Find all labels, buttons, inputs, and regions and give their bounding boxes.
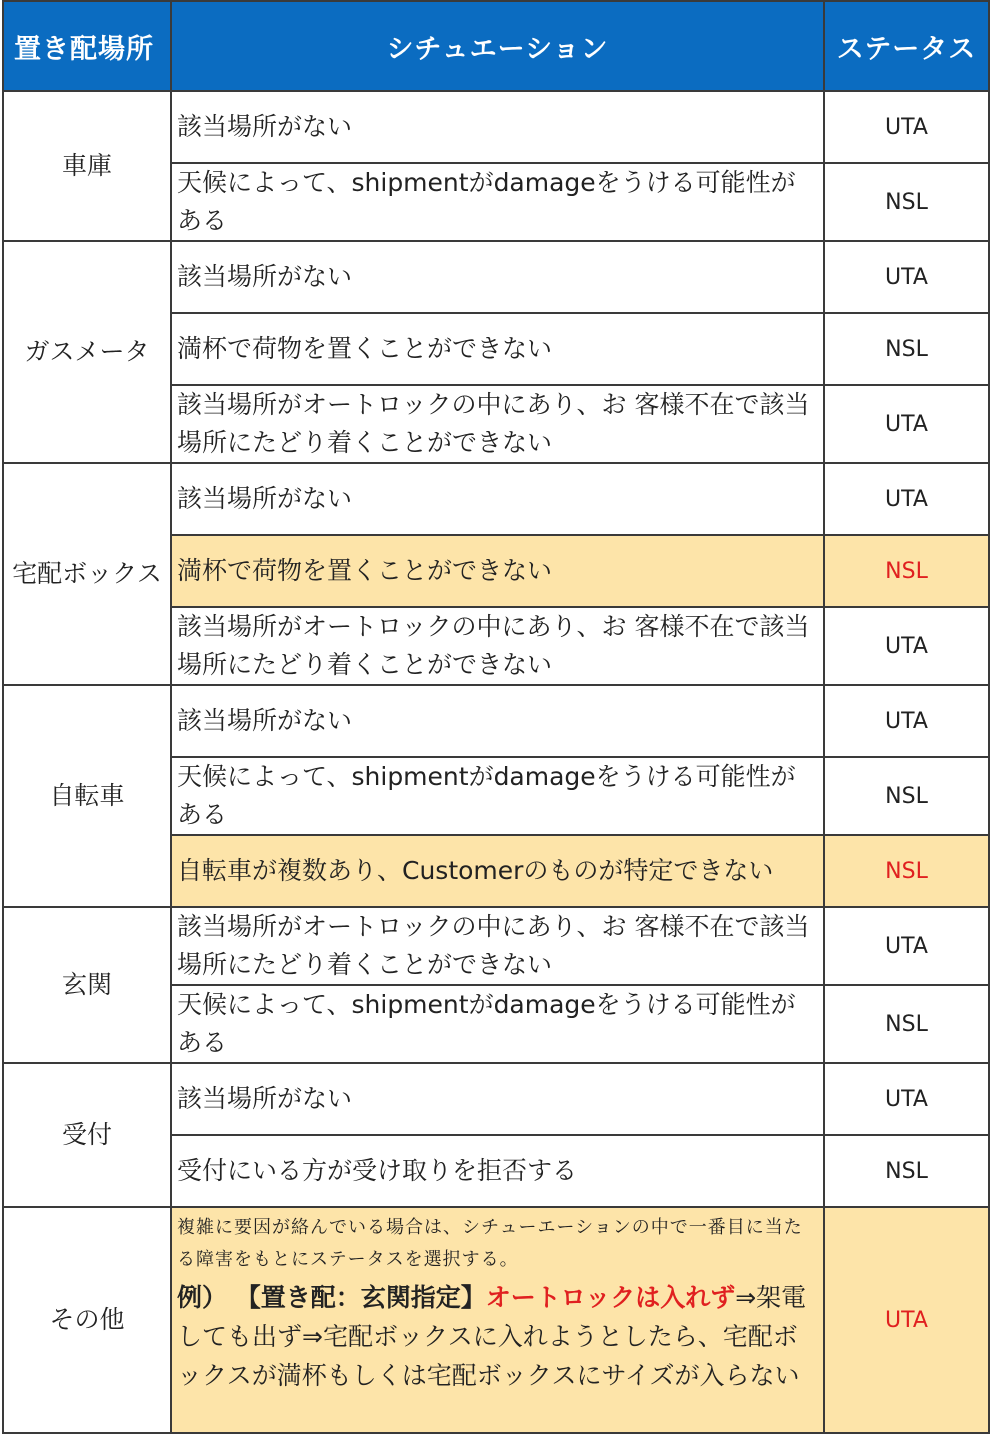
situation-cell: 天候によって、shipmentがdamageをうける可能性がある (171, 757, 824, 835)
example-red-text: オートロックは入れず (485, 1283, 736, 1312)
status-cell: NSL (824, 985, 989, 1063)
situation-cell: 該当場所がない (171, 91, 824, 163)
place-cell-reception: 受付 (3, 1063, 171, 1207)
situation-cell: 該当場所がない (171, 241, 824, 313)
other-example (177, 1278, 817, 1395)
situation-cell: 天候によって、shipmentがdamageをうける可能性がある (171, 985, 824, 1063)
situation-column-header: シチュエーション (171, 1, 824, 91)
table-row (3, 463, 989, 535)
situation-cell: 該当場所がない (171, 685, 824, 757)
situation-cell: 自転車が複数あり、Customerのものが特定できない (171, 835, 824, 907)
situation-cell: 該当場所がオートロックの中にあり、お 客様不在で該当場所にたどり着くことができない (171, 607, 824, 685)
status-cell: NSL (824, 835, 989, 907)
situation-cell: 該当場所がない (171, 1063, 824, 1135)
place-cell-garage: 車庫 (3, 91, 171, 241)
status-cell: UTA (824, 241, 989, 313)
example-prefix: 例） 【置き配：玄関指定】 (177, 1283, 486, 1312)
place-cell-gas-meter: ガスメータ (3, 241, 171, 463)
status-cell: UTA (824, 685, 989, 757)
example-rest-text: ⇒架電しても出ず⇒宅配ボックスに入れようとしたら、宅配ボックスが満杯もしくは宅配ボックスにサイズが入らない (177, 1283, 807, 1390)
place-cell-bicycle: 自転車 (3, 685, 171, 907)
status-cell: NSL (824, 313, 989, 385)
situation-cell: 満杯で荷物を置くことができない (171, 535, 824, 607)
status-cell: NSL (824, 535, 989, 607)
status-cell: UTA (824, 463, 989, 535)
status-cell: UTA (824, 907, 989, 985)
place-column-header: 置き配場所 (3, 1, 171, 91)
table-row (3, 91, 989, 163)
situation-cell: 該当場所がない (171, 463, 824, 535)
status-cell: UTA (824, 1207, 989, 1433)
table-row (3, 241, 989, 313)
table-row (3, 1063, 989, 1135)
other-note: 複雑に要因が絡んでいる場合は、シチューエーションの中で一番目に当たる障害をもとにステータスを選択する。 (177, 1217, 803, 1270)
situation-cell: 天候によって、shipmentがdamageをうける可能性がある (171, 163, 824, 241)
other-row (3, 1207, 989, 1433)
status-cell: NSL (824, 163, 989, 241)
situation-cell: 該当場所がオートロックの中にあり、お 客様不在で該当場所にたどり着くことができない (171, 907, 824, 985)
status-cell: NSL (824, 757, 989, 835)
table-row (3, 685, 989, 757)
status-cell: UTA (824, 1063, 989, 1135)
situation-cell: 満杯で荷物を置くことができない (171, 313, 824, 385)
status-cell: NSL (824, 1135, 989, 1207)
placement-status-table (2, 0, 990, 1434)
situation-cell: 受付にいる方が受け取りを拒否する (171, 1135, 824, 1207)
status-cell: UTA (824, 385, 989, 463)
header-row (3, 1, 989, 91)
situation-cell: 該当場所がオートロックの中にあり、お 客様不在で該当場所にたどり着くことができない (171, 385, 824, 463)
place-cell-delivery-box: 宅配ボックス (3, 463, 171, 685)
status-column-header: ステータス (824, 1, 989, 91)
status-cell: UTA (824, 91, 989, 163)
place-cell-other: その他 (3, 1207, 171, 1433)
table-row (3, 907, 989, 985)
status-cell: UTA (824, 607, 989, 685)
place-cell-entrance: 玄関 (3, 907, 171, 1063)
other-situation-cell (171, 1207, 824, 1433)
